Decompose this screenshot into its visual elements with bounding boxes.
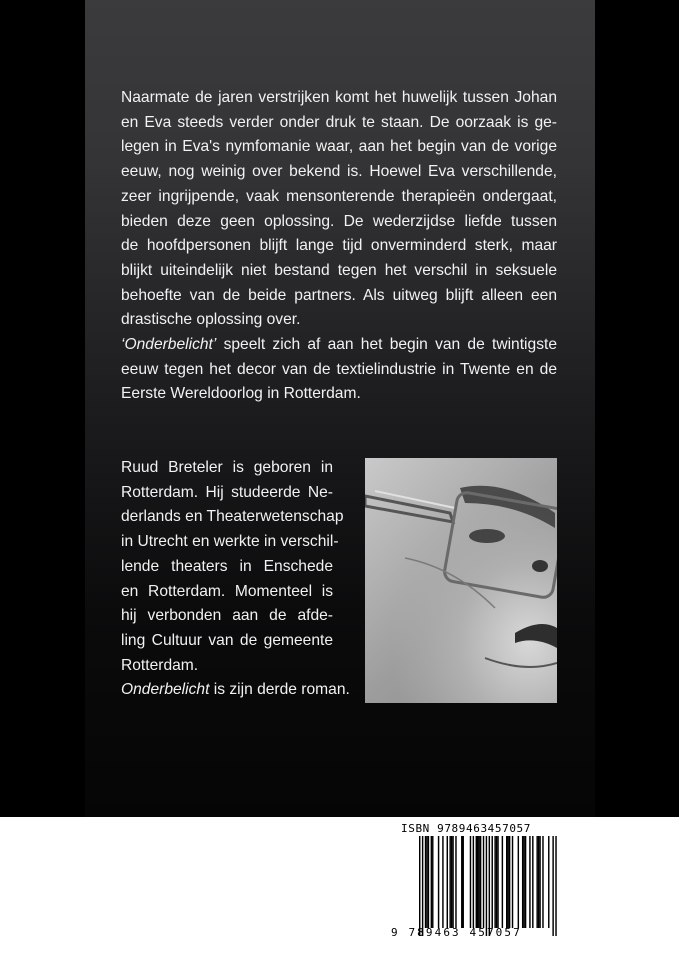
author-bio [121, 456, 350, 703]
bio-line: ling Cultuur van de gemeente [121, 631, 333, 649]
barcode-bar [449, 836, 450, 928]
barcode-bar [536, 836, 537, 928]
setting-text: speelt zich af aan het begin van de twintigste [216, 336, 557, 354]
isbn-barcode [391, 822, 575, 952]
barcode-bar [497, 836, 498, 928]
barcode-bar [447, 836, 448, 928]
bio-line: Rotterdam. Hij studeerde Ne- [121, 483, 333, 501]
barcode-bar [486, 836, 487, 936]
barcode-bar [512, 836, 513, 928]
bio-closing-text: is zijn derde roman. [209, 681, 350, 699]
blurb-line: de hoofdpersonen blijft lange tijd onverminderd sterk, maar [121, 237, 557, 255]
setting-line [121, 333, 557, 358]
bio-line: hij verbonden aan de afde- [121, 607, 333, 625]
barcode-bar [552, 836, 553, 936]
barcode-bar [518, 836, 519, 928]
setting-line: eeuw tegen het decor van de textielindustrie in Twente en de [121, 360, 557, 378]
blurb-line: legen in Eva's nymfomanie waar, aan het begin van de vorige [121, 138, 557, 156]
barcode-bar [483, 836, 484, 928]
blurb-line: drastische oplossing over. [121, 311, 301, 329]
barcode-bar [455, 836, 456, 928]
barcode-bar [506, 836, 507, 928]
barcode-bar [522, 836, 523, 928]
blurb-line: blijkt uiteindelijk niet bestand tegen het verschil in seksuele [121, 261, 557, 279]
bio-line: derlands en Theaterwetenschap [121, 508, 344, 526]
barcode-bar [476, 836, 477, 928]
blurb-line: eeuw, nog weinig over bekend is. Hoewel Eva verschillende, [121, 163, 557, 181]
barcode-bar [478, 836, 479, 928]
barcode-bar [442, 836, 443, 928]
barcode-bars [395, 836, 565, 940]
blurb-line: en Eva steeds verder onder druk te staan. De oorzaak is ge- [121, 113, 557, 131]
barcode-bar [539, 836, 540, 928]
barcode-bar [529, 836, 530, 928]
barcode-bar [523, 836, 524, 928]
barcode-bar [494, 836, 495, 928]
barcode-bar [532, 836, 533, 928]
barcode-bar [477, 836, 478, 928]
barcode-bar [492, 836, 493, 928]
barcode-bar [507, 836, 508, 928]
blurb-text [121, 86, 557, 407]
bio-line: en Rotterdam. Momenteel is [121, 582, 333, 600]
isbn-label: ISBN 9789463457057 [401, 822, 532, 835]
author-photo [365, 458, 557, 703]
barcode-bar [428, 836, 429, 928]
barcode-bar [480, 836, 481, 928]
barcode-bar [525, 836, 526, 928]
bio-line: Ruud Breteler is geboren in [121, 459, 333, 476]
bio-line: in Utrecht en werkte in verschil- [121, 533, 339, 551]
book-title-italic: Onderbelicht [121, 681, 210, 699]
blurb-line: Naarmate de jaren verstrijken komt het huwelijk tussen Johan [121, 89, 557, 106]
barcode-bar [542, 836, 543, 928]
bio-closing [121, 678, 350, 703]
barcode-bar [432, 836, 433, 928]
barcode-bar [496, 836, 497, 928]
barcode-bar [538, 836, 539, 928]
barcode-bar [548, 836, 549, 928]
ean-digits: 9 789463 457057 [391, 926, 522, 939]
barcode-bar [422, 836, 423, 936]
bio-line: lende theaters in Enschede [121, 557, 333, 575]
barcode-bar [438, 836, 439, 928]
barcode-bar [461, 836, 462, 928]
barcode-bar [426, 836, 427, 928]
barcode-bar [502, 836, 503, 928]
blurb-line: zeer ingrijpende, vaak mensonterende therapieën ondergaat, [121, 187, 557, 205]
blurb-line: behoefte van de beide partners. Als uitweg blijft alleen een [121, 286, 557, 304]
book-title-italic: ‘Onderbelicht’ [121, 336, 217, 354]
barcode-bar [463, 836, 464, 928]
setting-line: Eerste Wereldoorlog in Rotterdam. [121, 385, 361, 403]
barcode-bar [473, 836, 474, 928]
barcode-bar [451, 836, 452, 928]
blurb-line: bieden deze geen oplossing. De wederzijdse liefde tussen [121, 212, 557, 230]
barcode-bar [555, 836, 556, 936]
barcode-bar [489, 836, 490, 936]
barcode-bar [425, 836, 426, 928]
barcode-bar [509, 836, 510, 928]
barcode-bar [431, 836, 432, 928]
barcode-bar [470, 836, 471, 928]
bio-line: Rotterdam. [121, 656, 199, 674]
barcode-bar [452, 836, 453, 928]
barcode-bar [419, 836, 420, 936]
